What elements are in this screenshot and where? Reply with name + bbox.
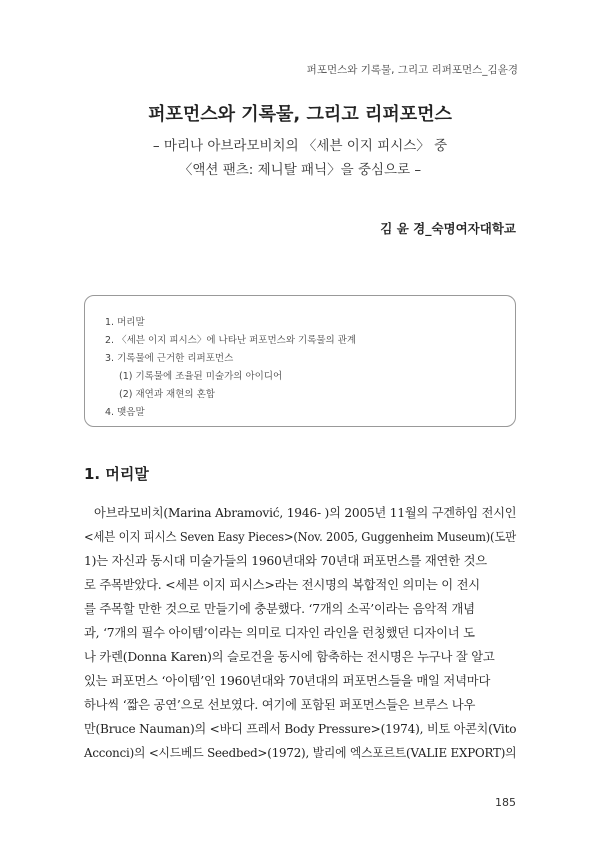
body-line: 1)는 자신과 동시대 미술가들의 1960년대와 70년대 퍼포먼스를 재연한 것으 [84, 554, 487, 568]
body-line: <세븐 이지 피시스 Seven Easy Pieces>(Nov. 2005, Guggenheim Museum)(도판 [84, 530, 517, 544]
toc-item: 2. 〈세븐 이지 피시스〉에 나타난 퍼포먼스와 기록물의 관계 [105, 335, 357, 346]
section-heading: 1. 머리말 [84, 465, 149, 483]
toc-item: 3. 기록물에 근거한 리퍼포먼스 [105, 353, 234, 364]
body-line: 만(Bruce Nauman)의 <바디 프레서 Body Pressure>(1974), 비토 아콘치(Vito [84, 722, 517, 736]
body-line: 를 주목할 만한 것으로 만들기에 충분했다. ‘7개의 소곡’이라는 음악적 개념 [84, 602, 475, 616]
toc-item: 1. 머리말 [105, 317, 145, 328]
toc-subitem: (1) 기록물에 조율된 미술가의 아이디어 [119, 371, 283, 382]
paper-title: 퍼포먼스와 기록물, 그리고 리퍼포먼스 [148, 104, 452, 125]
table-of-contents [84, 295, 516, 427]
paper-subtitle-line-2: 〈액션 팬츠: 제니탈 패닉〉을 중심으로 – [178, 162, 422, 178]
paper-subtitle-line-1: – 마리나 아브라모비치의 〈세븐 이지 피시스〉 중 [152, 138, 448, 154]
body-line: Acconci)의 <시드베드 Seedbed>(1972), 발리에 엑스포르트(VALIE EXPORT)의 [84, 746, 517, 760]
body-line: 나 카렌(Donna Karen)의 슬로건을 동시에 함축하는 전시명은 누구나 잘 알고 [84, 650, 495, 664]
body-line: 있는 퍼포먼스 ‘아이템’인 1960년대와 70년대의 퍼포먼스들을 매일 저녁마다 [84, 674, 491, 688]
page-number: 185 [495, 796, 516, 809]
body-line: 과, ‘7개의 필수 아이템’이라는 의미로 디자인 라인을 런칭했던 디자이너 도 [84, 626, 475, 640]
body-line: 아브라모비치(Marina Abramović, 1946- )의 2005년 11월의 구겐하임 전시인 [94, 506, 517, 520]
toc-subitem: (2) 재연과 재현의 혼합 [119, 389, 215, 400]
body-line: 하나씩 ‘짧은 공연’으로 선보였다. 여기에 포함된 퍼포먼스들은 브루스 나우 [84, 698, 476, 712]
body-line: 로 주목받았다. <세븐 이지 피시스>라는 전시명의 복합적인 의미는 이 전시 [84, 578, 480, 592]
toc-item: 4. 맺음말 [105, 407, 145, 418]
author-affiliation: 김 윤 경_숙명여자대학교 [380, 221, 516, 236]
running-header: 퍼포먼스와 기록물, 그리고 리퍼포먼스_김윤경 [306, 64, 518, 76]
